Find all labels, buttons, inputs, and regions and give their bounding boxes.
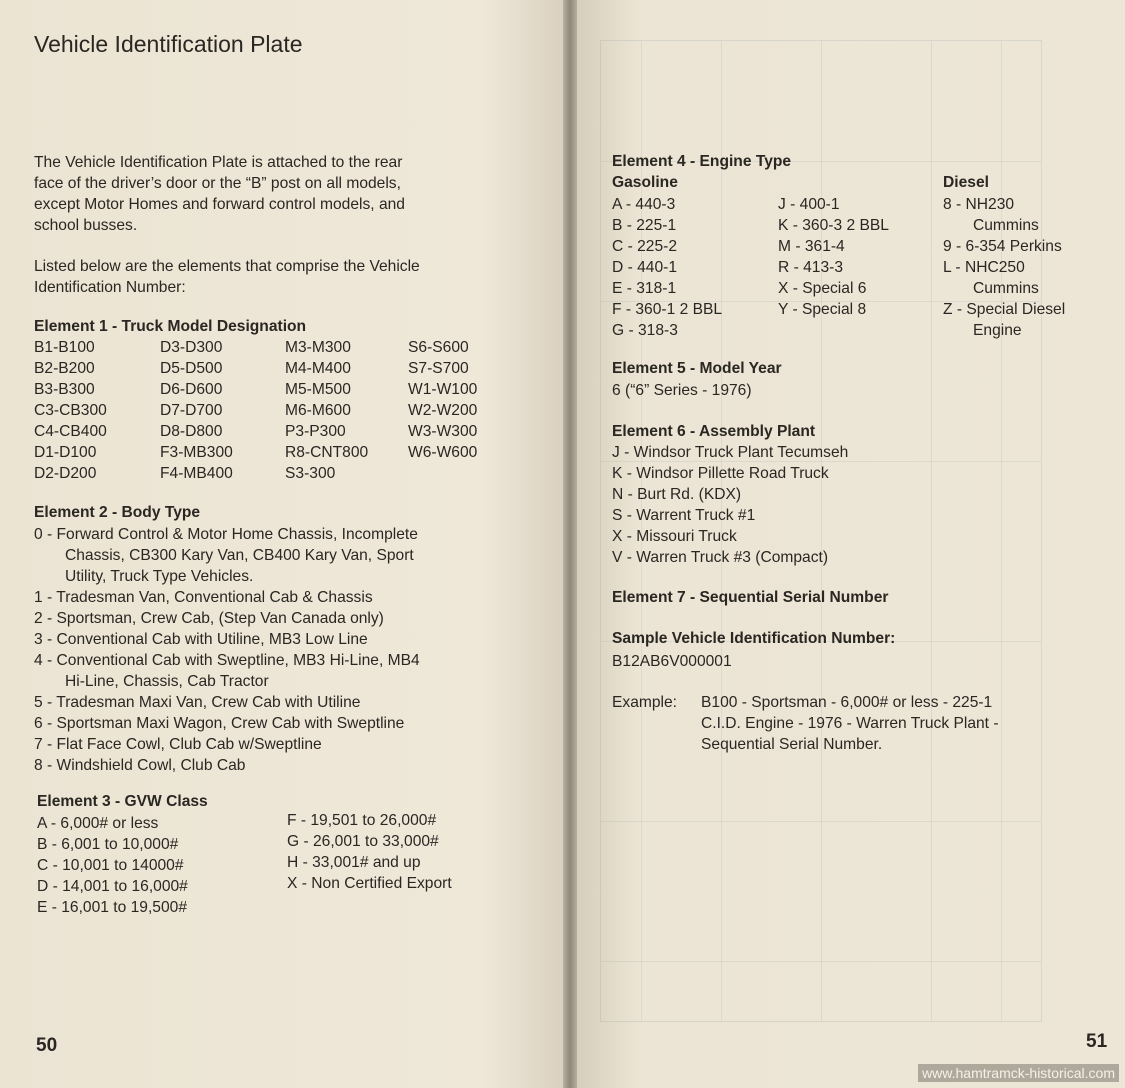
page-number-left: 50 bbox=[36, 1035, 58, 1056]
engine-item: B - 225-1 bbox=[612, 217, 677, 234]
plant-item: J - Windsor Truck Plant Tecumseh bbox=[612, 444, 849, 461]
model-code: F4-MB400 bbox=[160, 465, 233, 482]
engine-item: C - 225-2 bbox=[612, 238, 678, 255]
model-code: W2-W200 bbox=[408, 402, 478, 419]
model-code: D5-D500 bbox=[160, 360, 223, 377]
model-code: B1-B100 bbox=[34, 339, 95, 356]
model-code: M6-M600 bbox=[285, 402, 351, 419]
model-code: P3-P300 bbox=[285, 423, 346, 440]
sample-vin: B12AB6V000001 bbox=[612, 653, 732, 670]
intro-line: except Motor Homes and forward control models, and bbox=[34, 196, 405, 213]
model-column-3 bbox=[285, 337, 368, 484]
model-code: B3-B300 bbox=[34, 381, 95, 398]
model-year: 6 (“6” Series - 1976) bbox=[612, 382, 752, 399]
element7-heading: Element 7 - Sequential Serial Number bbox=[612, 589, 889, 606]
elements-intro bbox=[34, 256, 420, 298]
elements-intro-line: Identification Number: bbox=[34, 279, 186, 296]
model-code: B2-B200 bbox=[34, 360, 95, 377]
diesel-engines bbox=[943, 194, 1065, 341]
engine-item: 9 - 6-354 Perkins bbox=[943, 238, 1062, 255]
example-line: Sequential Serial Number. bbox=[701, 736, 883, 753]
gvw-item: A - 6,000# or less bbox=[37, 815, 159, 832]
elements-intro-line: Listed below are the elements that comprise the Vehicle bbox=[34, 258, 420, 275]
engine-item-cont: Cummins bbox=[973, 280, 1039, 297]
body-type-item-cont: Utility, Truck Type Vehicles. bbox=[65, 568, 254, 585]
model-code: S7-S700 bbox=[408, 360, 469, 377]
engine-item: K - 360-3 2 BBL bbox=[778, 217, 889, 234]
engine-item-cont: Engine bbox=[973, 322, 1022, 339]
body-type-item: 6 - Sportsman Maxi Wagon, Crew Cab with Sweptline bbox=[34, 715, 405, 732]
page-number-right: 51 bbox=[1086, 1031, 1108, 1052]
engine-item: L - NHC250 bbox=[943, 259, 1025, 276]
engine-item: E - 318-1 bbox=[612, 280, 677, 297]
gvw-item: G - 26,001 to 33,000# bbox=[287, 833, 439, 850]
element6-heading: Element 6 - Assembly Plant bbox=[612, 423, 816, 440]
assembly-plant-list bbox=[612, 442, 848, 568]
sample-vin-heading: Sample Vehicle Identification Number: bbox=[612, 630, 896, 647]
plant-item: S - Warrent Truck #1 bbox=[612, 507, 756, 524]
engine-item: Z - Special Diesel bbox=[943, 301, 1066, 318]
body-type-list bbox=[34, 524, 420, 776]
gvw-column-1 bbox=[37, 813, 188, 918]
element5-heading: Element 5 - Model Year bbox=[612, 360, 782, 377]
example-label: Example: bbox=[612, 694, 678, 711]
body-type-item: 3 - Conventional Cab with Utiline, MB3 Low Line bbox=[34, 631, 368, 648]
intro-paragraph bbox=[34, 152, 405, 236]
diesel-label: Diesel bbox=[943, 174, 989, 191]
website-watermark: www.hamtramck-historical.com bbox=[918, 1064, 1119, 1082]
model-code: D2-D200 bbox=[34, 465, 97, 482]
intro-line: face of the driver’s door or the “B” post on all models, bbox=[34, 175, 401, 192]
engine-item: G - 318-3 bbox=[612, 322, 678, 339]
gasoline-engines-col1 bbox=[612, 194, 722, 341]
gvw-item: F - 19,501 to 26,000# bbox=[287, 812, 437, 829]
plant-item: K - Windsor Pillette Road Truck bbox=[612, 465, 829, 482]
element4-heading: Element 4 - Engine Type bbox=[612, 153, 792, 170]
gvw-item: C - 10,001 to 14000# bbox=[37, 857, 184, 874]
example-text bbox=[701, 692, 999, 755]
element3-heading: Element 3 - GVW Class bbox=[37, 793, 208, 810]
engine-item: A - 440-3 bbox=[612, 196, 676, 213]
body-type-item: 7 - Flat Face Cowl, Club Cab w/Sweptline bbox=[34, 736, 322, 753]
body-type-item: 8 - Windshield Cowl, Club Cab bbox=[34, 757, 246, 774]
element1-heading: Element 1 - Truck Model Designation bbox=[34, 318, 307, 335]
engine-item: 8 - NH230 bbox=[943, 196, 1015, 213]
intro-line: school busses. bbox=[34, 217, 138, 234]
body-type-item: 1 - Tradesman Van, Conventional Cab & Chassis bbox=[34, 589, 373, 606]
model-code: F3-MB300 bbox=[160, 444, 233, 461]
engine-item: D - 440-1 bbox=[612, 259, 678, 276]
plant-item: V - Warren Truck #3 (Compact) bbox=[612, 549, 829, 566]
model-code: W6-W600 bbox=[408, 444, 478, 461]
gvw-item: D - 14,001 to 16,000# bbox=[37, 878, 188, 895]
gasoline-label: Gasoline bbox=[612, 174, 678, 191]
page-title: Vehicle Identification Plate bbox=[34, 31, 303, 57]
gvw-item: B - 6,001 to 10,000# bbox=[37, 836, 179, 853]
gvw-item: H - 33,001# and up bbox=[287, 854, 421, 871]
model-column-1 bbox=[34, 337, 107, 484]
model-code: D3-D300 bbox=[160, 339, 223, 356]
model-code: W3-W300 bbox=[408, 423, 478, 440]
body-type-item-cont: Hi-Line, Chassis, Cab Tractor bbox=[65, 673, 269, 690]
model-code: C4-CB400 bbox=[34, 423, 107, 440]
gvw-column-2 bbox=[287, 810, 452, 894]
model-code: R8-CNT800 bbox=[285, 444, 369, 461]
intro-line: The Vehicle Identification Plate is attached to the rear bbox=[34, 154, 403, 171]
body-type-item-cont: Chassis, CB300 Kary Van, CB400 Kary Van, Sport bbox=[65, 547, 414, 564]
element2-heading: Element 2 - Body Type bbox=[34, 504, 201, 521]
plant-item: N - Burt Rd. (KDX) bbox=[612, 486, 742, 503]
model-column-4 bbox=[408, 337, 477, 463]
engine-item: M - 361-4 bbox=[778, 238, 845, 255]
body-type-item: 5 - Tradesman Maxi Van, Crew Cab with Utiline bbox=[34, 694, 361, 711]
body-type-item: 4 - Conventional Cab with Sweptline, MB3 Hi-Line, MB4 bbox=[34, 652, 420, 669]
body-type-item: 0 - Forward Control & Motor Home Chassis, Incomplete bbox=[34, 526, 418, 543]
model-code: D7-D700 bbox=[160, 402, 223, 419]
model-code: M5-M500 bbox=[285, 381, 351, 398]
model-column-2 bbox=[160, 337, 233, 484]
model-code: S3-300 bbox=[285, 465, 336, 482]
model-code: D8-D800 bbox=[160, 423, 223, 440]
example-line: B100 - Sportsman - 6,000# or less - 225-1 bbox=[701, 694, 993, 711]
example-line: C.I.D. Engine - 1976 - Warren Truck Plant - bbox=[701, 715, 999, 732]
model-code: W1-W100 bbox=[408, 381, 478, 398]
model-code: D6-D600 bbox=[160, 381, 223, 398]
body-type-item: 2 - Sportsman, Crew Cab, (Step Van Canada only) bbox=[34, 610, 384, 627]
engine-item: F - 360-1 2 BBL bbox=[612, 301, 723, 318]
book-gutter bbox=[563, 0, 577, 1088]
gasoline-engines-col2 bbox=[778, 194, 889, 320]
model-code: S6-S600 bbox=[408, 339, 469, 356]
plant-item: X - Missouri Truck bbox=[612, 528, 737, 545]
model-code: D1-D100 bbox=[34, 444, 97, 461]
model-code: C3-CB300 bbox=[34, 402, 107, 419]
engine-item: Y - Special 8 bbox=[778, 301, 867, 318]
engine-item-cont: Cummins bbox=[973, 217, 1039, 234]
model-code: M4-M400 bbox=[285, 360, 351, 377]
gvw-item: X - Non Certified Export bbox=[287, 875, 452, 892]
engine-item: R - 413-3 bbox=[778, 259, 844, 276]
engine-item: J - 400-1 bbox=[778, 196, 840, 213]
gvw-item: E - 16,001 to 19,500# bbox=[37, 899, 187, 916]
model-code: M3-M300 bbox=[285, 339, 351, 356]
engine-item: X - Special 6 bbox=[778, 280, 867, 297]
